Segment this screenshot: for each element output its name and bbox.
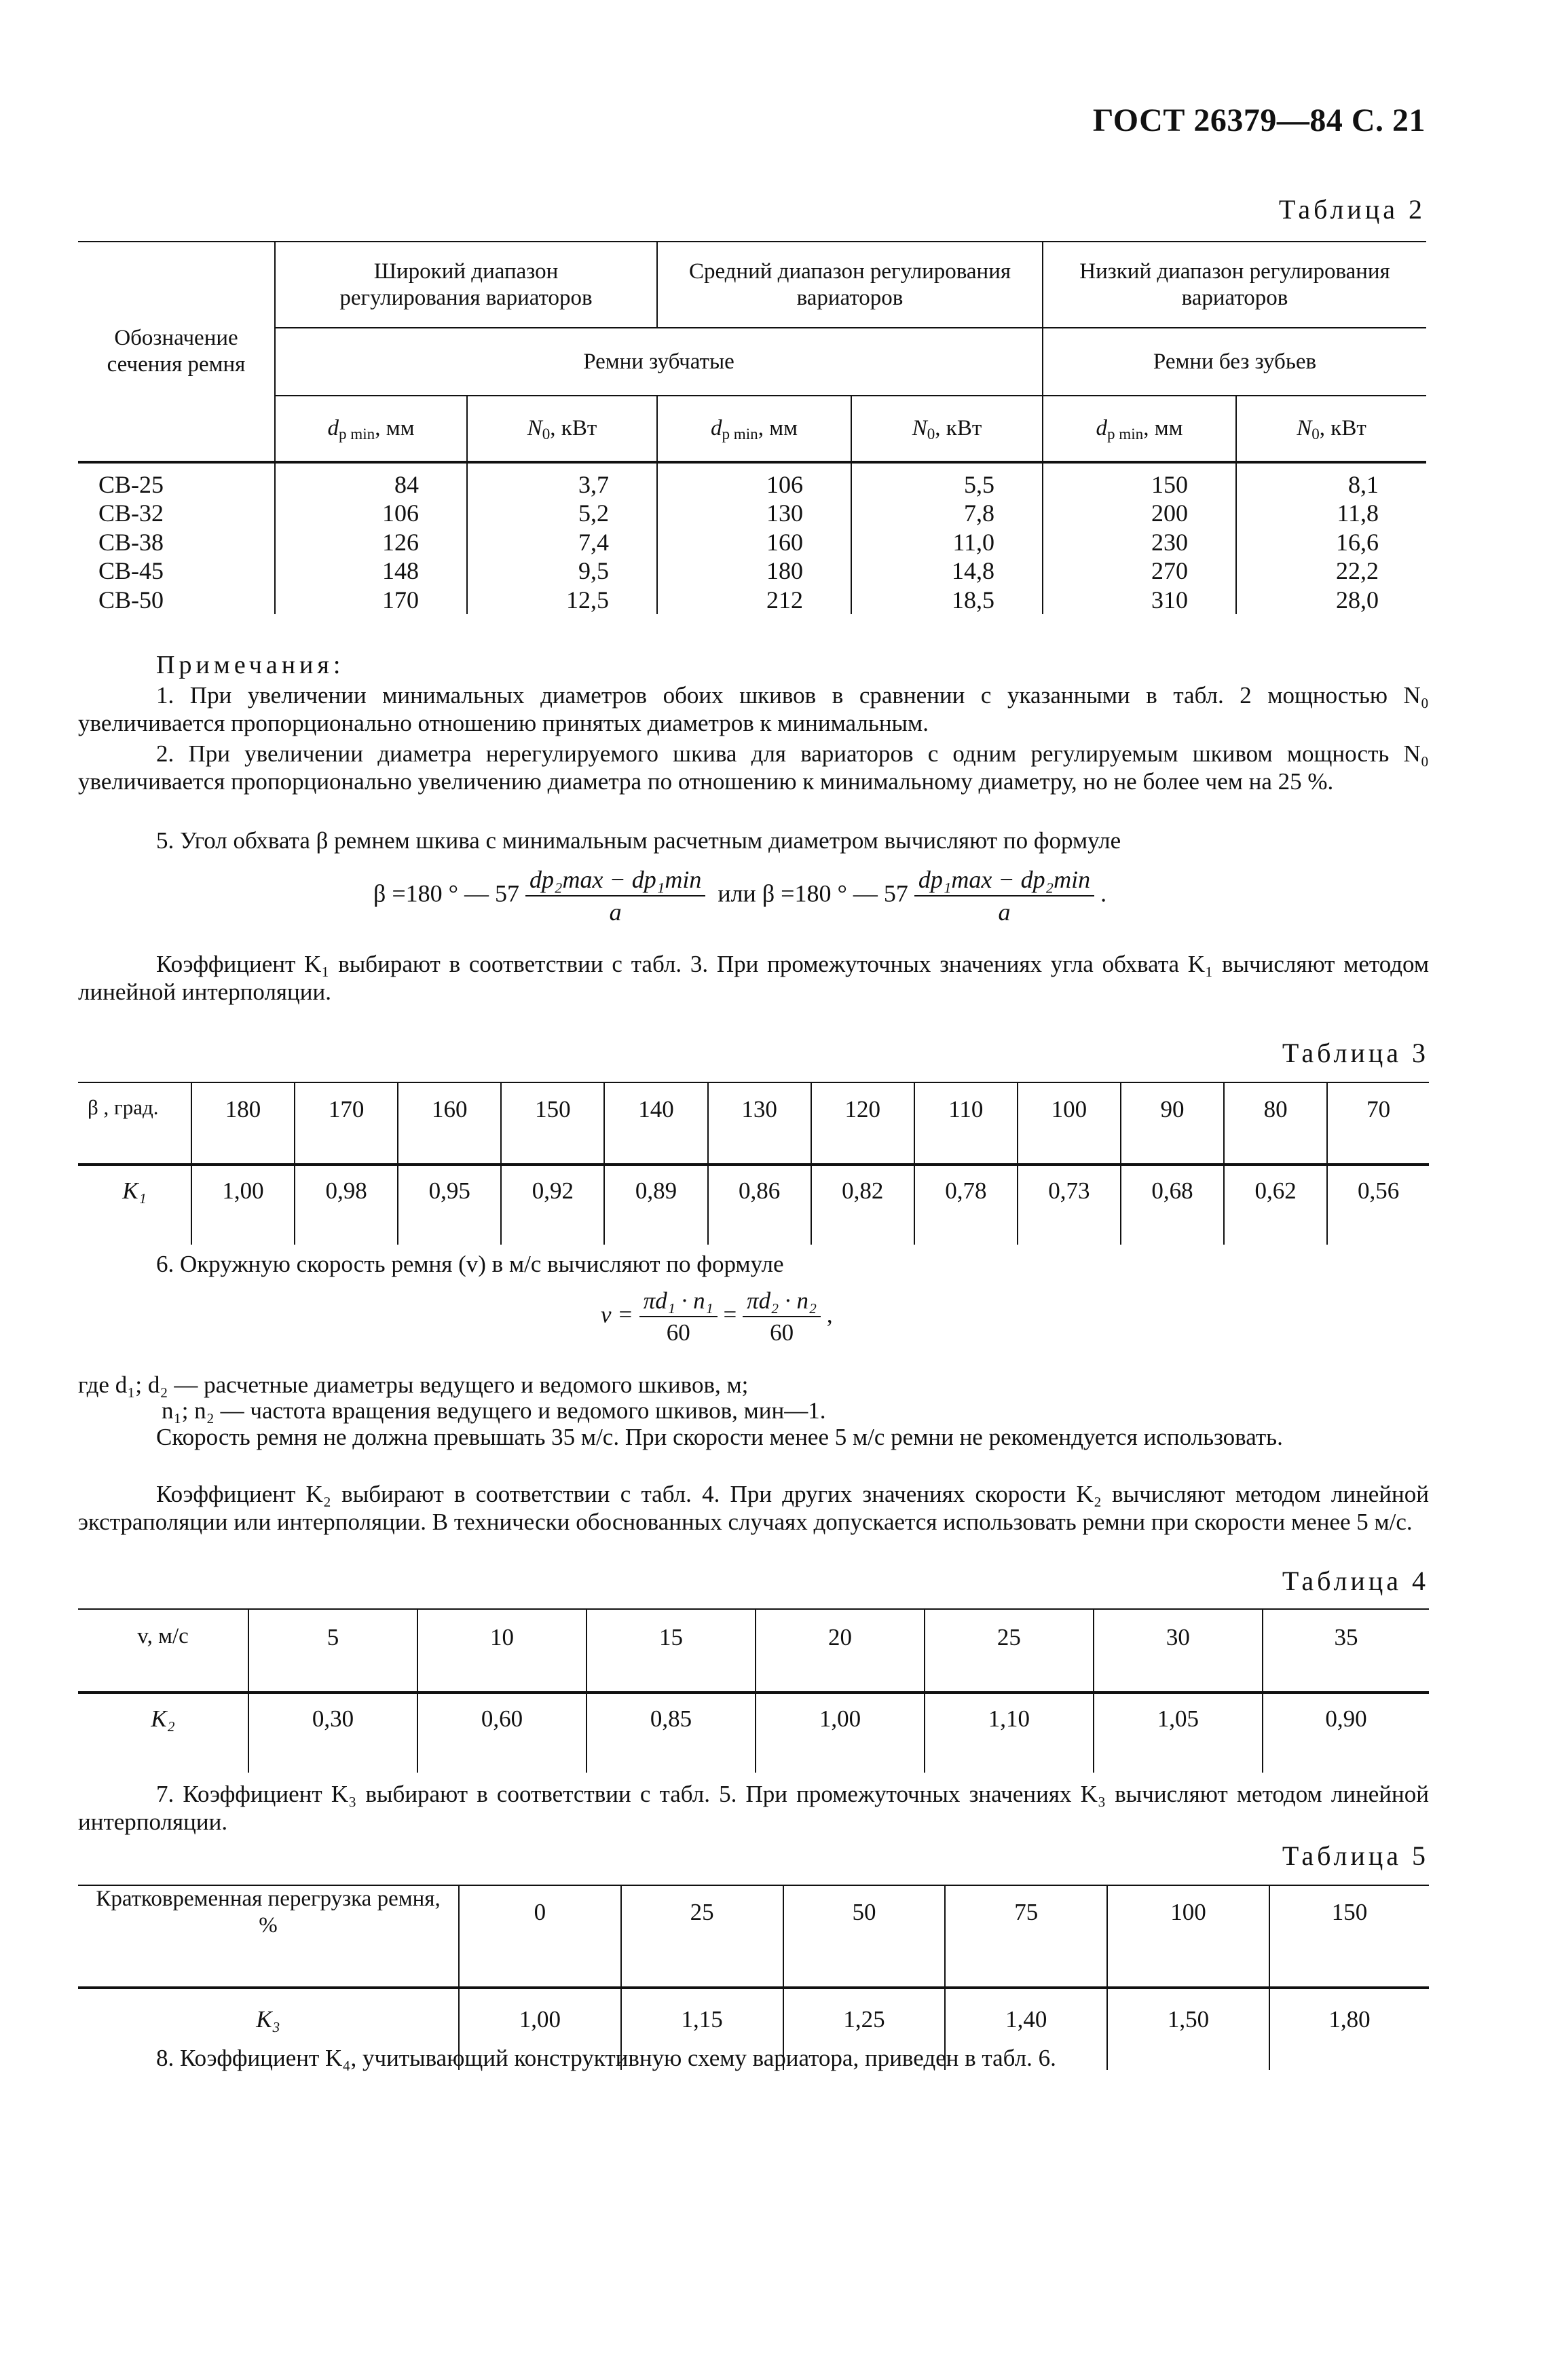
table2-cell-n1: 5,2: [467, 499, 657, 527]
table3-cell-angle: 70: [1327, 1082, 1429, 1165]
table3-cell-k1: 1,00: [191, 1165, 295, 1245]
table4-cell-k2: 0,85: [587, 1693, 756, 1773]
table2-cell-d3: 270: [1043, 556, 1236, 585]
table2-col-n03: $N_0$, кВт: [1236, 396, 1426, 462]
table2-cell-n2: 7,8: [851, 499, 1043, 527]
notes-title: Примечания:: [156, 651, 345, 679]
section7-text: 7. Коэффициент K₃ выбирают в соответствии с табл. 5. При промежуточных значениях K₃ вычисляют методом линейной интерполяции.: [78, 1781, 1429, 1836]
note-1: 1. При увеличении минимальных диаметров обоих шкивов в сравнении с указанными в табл. 2 мощностью N₀ увеличивается пропорционально отношению принятых диаметров к минимальным.: [78, 682, 1429, 737]
table3-cell-k1: 0,92: [501, 1165, 604, 1245]
table2-cell-n2: 5,5: [851, 462, 1043, 499]
section5-after: Коэффициент K₁ выбирают в соответствии с табл. 3. При промежуточных значениях угла обхвата K₁ вычисляют методом линейной интерполяции.: [78, 951, 1429, 1006]
table5-cell-k3: 1,00: [459, 1988, 621, 2070]
table2-col-n01: $N_0$, кВт: [467, 396, 657, 462]
table3-cell-k1: 0,62: [1224, 1165, 1327, 1245]
table2-cell-n1: 9,5: [467, 556, 657, 585]
table2-cell-n1: 12,5: [467, 586, 657, 614]
table4-cell-k2: 1,10: [925, 1693, 1094, 1773]
table3: [78, 1082, 1429, 1245]
table5-cell-overload: 50: [783, 1885, 946, 1988]
table3-cell-k1: 0,68: [1121, 1165, 1224, 1245]
table5-cell-k3: 1,40: [945, 1988, 1107, 2070]
table4-cell-k2: 0,90: [1263, 1693, 1429, 1773]
table2-header-low: Низкий диапазон регулирования вариаторов: [1043, 242, 1426, 328]
table2-row: [78, 556, 1426, 585]
table3-cell-angle: 170: [295, 1082, 398, 1165]
table4: [78, 1608, 1429, 1773]
table3-cell-k1: 0,82: [811, 1165, 914, 1245]
table2-col-dp1: $d_{p min}$, мм: [275, 396, 467, 462]
section6-where1: где d₁; d₂ — расчетные диаметры ведущего и ведомого шкивов, м;: [78, 1372, 749, 1398]
section6-formula: v = $\frac{\text{πd₁ · n₁}}{60}$ = $\frac{\text{πd₂ · n₂}}{60}$ ,: [601, 1287, 833, 1346]
table3-cell-k1: 0,86: [708, 1165, 811, 1245]
section6-k2: Коэффициент K₂ выбирают в соответствии с табл. 4. При других значениях скорости K₂ вычисляют методом линейной экстраполяции или интерполяции. В технически обоснованных случаях допускается использовать ремни при скорости менее 5 м/с.: [78, 1481, 1429, 1536]
table2-col-dp3: $d_{p min}$, мм: [1043, 396, 1236, 462]
table2: [78, 241, 1426, 614]
table2-header-medium: Средний диапазон регулирования вариаторов: [657, 242, 1043, 328]
table2-cell-section: СВ-32: [98, 499, 164, 527]
table2-cell-n2: 18,5: [851, 586, 1043, 614]
table2-cell-n3: 8,1: [1236, 462, 1426, 499]
table2-row: [78, 528, 1426, 556]
table4-cell-k2: 0,60: [417, 1693, 587, 1773]
table5-cell-overload: 0: [459, 1885, 621, 1988]
table3-cell-angle: 180: [191, 1082, 295, 1165]
table2-cell-d3: 230: [1043, 528, 1236, 556]
table2-cell-section: СВ-50: [98, 586, 164, 613]
table2-cell-section: СВ-45: [98, 557, 164, 585]
table4-cell-k2: 1,05: [1094, 1693, 1263, 1773]
table3-cell-angle: 140: [604, 1082, 707, 1165]
table5-cell-overload: 75: [945, 1885, 1107, 1988]
table4-cell-speed: 25: [925, 1609, 1094, 1693]
table5-cell-k3: 1,25: [783, 1988, 946, 2070]
table5-cell-k3: 1,50: [1107, 1988, 1269, 2070]
table3-cell-angle: 150: [501, 1082, 604, 1165]
table4-caption: Таблица 4: [1282, 1566, 1429, 1596]
table2-cell-d3: 200: [1043, 499, 1236, 527]
table2-header-plain: Ремни без зубьев: [1043, 328, 1426, 396]
table4-cell-speed: 35: [1263, 1609, 1429, 1693]
table2-header-section: Обозначение сечения ремня: [78, 242, 275, 462]
table4-row-label-speed: v, м/с: [78, 1609, 248, 1693]
table3-row-label-k1: K₁: [122, 1177, 147, 1204]
table2-cell-d1: 84: [275, 462, 467, 499]
table4-cell-speed: 30: [1094, 1609, 1263, 1693]
table5-row-label-overload: Кратковременная перегрузка ремня, %: [78, 1885, 459, 1988]
table3-caption: Таблица 3: [1282, 1038, 1429, 1068]
table3-cell-angle: 160: [398, 1082, 501, 1165]
table3-cell-k1: 0,89: [604, 1165, 707, 1245]
table2-row: [78, 499, 1426, 527]
table3-cell-k1: 0,98: [295, 1165, 398, 1245]
section6-where2: n₁; n₂ — частота вращения ведущего и ведомого шкивов, мин—1.: [162, 1397, 826, 1424]
table2-col-n02: $N_0$, кВт: [851, 396, 1043, 462]
table5-cell-overload: 150: [1269, 1885, 1429, 1988]
section6-speed: Скорость ремня не должна превышать 35 м/с. При скорости менее 5 м/с ремни не рекомендуется использовать.: [156, 1424, 1283, 1450]
table2-cell-d1: 170: [275, 586, 467, 614]
table3-cell-angle: 120: [811, 1082, 914, 1165]
table2-cell-d1: 126: [275, 528, 467, 556]
table2-cell-n3: 11,8: [1236, 499, 1426, 527]
running-title: ГОСТ 26379—84 С. 21: [1092, 102, 1426, 138]
table4-cell-k2: 0,30: [248, 1693, 417, 1773]
table5-cell-k3: 1,80: [1269, 1988, 1429, 2070]
table2-caption: Таблица 2: [1278, 194, 1426, 225]
note-2: 2. При увеличении диаметра нерегулируемого шкива для вариаторов с одним регулируемым шкивом мощность N₀ увеличивается пропорционально увеличению диаметра по отношению к минимальному диаметру, но не более чем на 25 %.: [78, 740, 1429, 795]
table2-cell-d2: 180: [657, 556, 851, 585]
table2-cell-n3: 28,0: [1236, 586, 1426, 614]
table4-cell-speed: 15: [587, 1609, 756, 1693]
table2-cell-d2: 130: [657, 499, 851, 527]
table4-cell-speed: 5: [248, 1609, 417, 1693]
table5-cell-overload: 100: [1107, 1885, 1269, 1988]
table5-cell-k3: 1,15: [621, 1988, 783, 2070]
table2-cell-d2: 106: [657, 462, 851, 499]
table3-cell-k1: 0,73: [1018, 1165, 1121, 1245]
table2-cell-d1: 106: [275, 499, 467, 527]
table2-row: [78, 586, 1426, 614]
table2-header-toothed: Ремни зубчатые: [275, 328, 1043, 396]
table3-row-label-angle: β , град.: [78, 1082, 191, 1165]
table2-cell-d2: 160: [657, 528, 851, 556]
table2-header-wide: Широкий диапазон регулирования вариаторов: [275, 242, 657, 328]
table2-cell-n2: 11,0: [851, 528, 1043, 556]
table2-cell-n1: 3,7: [467, 462, 657, 499]
table2-row: [78, 462, 1426, 499]
table4-cell-speed: 20: [756, 1609, 925, 1693]
table2-cell-n2: 14,8: [851, 556, 1043, 585]
table4-cell-k2: 1,00: [756, 1693, 925, 1773]
table3-cell-k1: 0,78: [914, 1165, 1018, 1245]
table2-cell-d3: 310: [1043, 586, 1236, 614]
table2-cell-d2: 212: [657, 586, 851, 614]
section5-formula: β =180 ° — 57 $\frac{\text{dp₂max − dp₁min}}{a}$ или β =180 ° — 57 $\frac{\text{dp₁max − dp₂min}}{a}$ .: [373, 866, 1107, 926]
section6-text: 6. Окружную скорость ремня (v) в м/с вычисляют по формуле: [156, 1251, 784, 1277]
table4-cell-speed: 10: [417, 1609, 587, 1693]
table2-cell-section: СВ-38: [98, 528, 164, 556]
table2-cell-d3: 150: [1043, 462, 1236, 499]
table4-row-label-k2: K₂: [151, 1705, 175, 1732]
table3-cell-angle: 130: [708, 1082, 811, 1165]
table3-cell-angle: 100: [1018, 1082, 1121, 1165]
table2-cell-d1: 148: [275, 556, 467, 585]
table2-cell-section: СВ-25: [98, 471, 164, 498]
table5: [78, 1885, 1429, 2070]
table2-cell-n3: 22,2: [1236, 556, 1426, 585]
section8-text: 8. Коэффициент K₄, учитывающий конструктивную схему вариатора, приведен в табл. 6.: [156, 2045, 1056, 2071]
section5-text: 5. Угол обхвата β ремнем шкива с минимальным расчетным диаметром вычисляют по формуле: [156, 827, 1121, 854]
table3-cell-angle: 90: [1121, 1082, 1224, 1165]
table5-cell-overload: 25: [621, 1885, 783, 1988]
table2-cell-n1: 7,4: [467, 528, 657, 556]
table3-cell-k1: 0,95: [398, 1165, 501, 1245]
table5-row-label-k3: K₃: [256, 2006, 280, 2033]
table3-cell-k1: 0,56: [1327, 1165, 1429, 1245]
table2-cell-n3: 16,6: [1236, 528, 1426, 556]
table2-col-dp2: $d_{p min}$, мм: [657, 396, 851, 462]
table3-cell-angle: 110: [914, 1082, 1018, 1165]
table5-caption: Таблица 5: [1282, 1840, 1429, 1871]
table3-cell-angle: 80: [1224, 1082, 1327, 1165]
